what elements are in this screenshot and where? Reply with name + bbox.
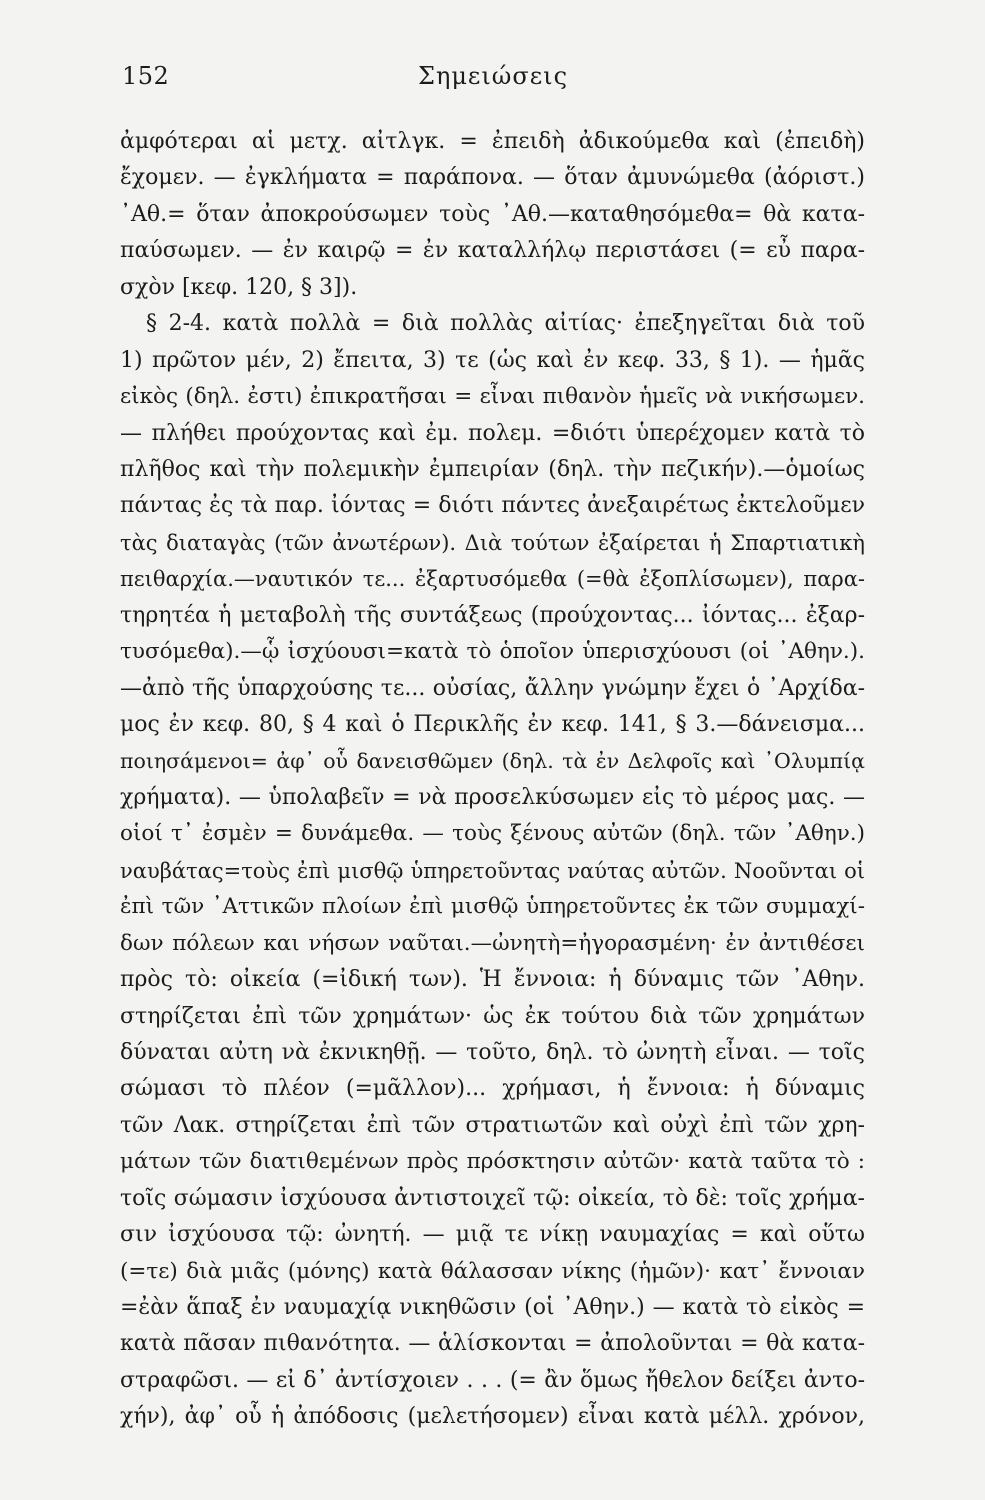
text-line: χήν), ἀφ᾿ οὗ ἡ ἀπόδοσις (μελετήσομεν) εἶναι κατὰ μέλλ. χρόνον, — [120, 1404, 865, 1430]
text-line: σχὸν [κεφ. 120, § 3]). — [120, 274, 358, 300]
text-line: στηρίζεται ἐπὶ τῶν χρημάτων· ὡς ἐκ τούτου διὰ τῶν χρημάτων — [120, 1003, 865, 1029]
text-line: ναυβάτας=τοὺς ἐπὶ μισθῷ ὑπηρετοῦντας ναύτας αὐτῶν. Νοοῦνται οἱ — [120, 858, 865, 883]
text-line: τοῖς σώμασιν ἰσχύουσα ἀντιστοιχεῖ τῷ: οἰκεία, τὸ δὲ: τοῖς χρήμα- — [120, 1185, 865, 1211]
text-line: ποιησάμενοι= ἀφ᾿ οὗ δανεισθῶμεν (δηλ. τὰ ἐν Δελφοῖς καὶ ᾿Ολυμπίᾳ — [120, 749, 865, 774]
text-line: — πλήθει προύχοντας καὶ ἐμ. πολεμ. =διότι ὑπερέχομεν κατὰ τὸ — [120, 420, 865, 446]
text-line: —ἀπὸ τῆς ὑπαρχούσης τε... οὐσίας, ἄλλην γνώμην ἔχει ὁ ᾿Αρχίδα- — [120, 675, 865, 701]
text-line: οἱοί τ᾿ ἐσμὲν = δυνάμεθα. — τοὺς ξένους αὐτῶν (δηλ. τῶν ᾿Αθην.) — [120, 821, 865, 847]
text-line: τῶν Λακ. στηρίζεται ἐπὶ τῶν στρατιωτῶν καὶ οὐχὶ ἐπὶ τῶν χρη- — [120, 1112, 865, 1138]
text-line: τηρητέα ἡ μεταβολὴ τῆς συντάξεως (προύχοντας... ἰόντας... ἐξαρ- — [120, 602, 865, 628]
text-line: τὰς διαταγὰς (τῶν ἀνωτέρων). Διὰ τούτων ἐξαίρεται ἡ Σπαρτιατικὴ — [120, 530, 865, 555]
text-line: κατὰ πᾶσαν πιθανότητα. — ἁλίσκονται = ἀπολοῦνται = θὰ κατα- — [120, 1331, 865, 1357]
text-line: μάτων τῶν διατιθεμένων πρὸς πρόσκτησιν αὐτῶν· κατὰ ταῦτα τὸ : — [120, 1149, 865, 1175]
text-line: πειθαρχία.—ναυτικόν τε... ἐξαρτυσόμεθα (=θὰ ἐξοπλίσωμεν), παρα- — [120, 567, 865, 592]
text-line: σιν ἰσχύουσα τῷ: ὠνητή. — μιᾷ τε νίκῃ ναυμαχίας = καὶ οὕτω — [120, 1222, 865, 1248]
text-line: (=τε) διὰ μιᾶς (μόνης) κατὰ θάλασσαν νίκης (ἡμῶν)· κατ᾿ ἔννοιαν — [120, 1258, 865, 1284]
text-line: χρήματα). — ὑπολαβεῖν = νὰ προσελκύσωμεν εἰς τὸ μέρος μας. — — [120, 784, 865, 810]
text-line: § 2-4. κατὰ πολλὰ = διὰ πολλὰς αἰτίας· ἐπεξηγεῖται διὰ τοῦ — [146, 311, 865, 337]
text-line: ἔχομεν. — ἐγκλήματα = παράπονα. — ὅταν ἀμυνώμεθα (ἀόριστ.) — [120, 165, 865, 191]
text-line: δύναται αὐτη νὰ ἐκνικηθῇ. — τοῦτο, δηλ. τὸ ὠνητὴ εἶναι. — τοῖς — [120, 1039, 865, 1065]
text-line: πρὸς τὸ: οἰκεία (=ἰδική των). Ἡ ἔννοια: ἡ δύναμις τῶν ᾿Αθην. — [120, 967, 865, 993]
page-header — [122, 62, 864, 102]
text-line: μος ἐν κεφ. 80, § 4 καὶ ὁ Περικλῆς ἐν κεφ. 141, § 3.—δάνεισμα... — [120, 712, 865, 737]
text-line: ἐπὶ τῶν ᾿Αττικῶν πλοίων ἐπὶ μισθῷ ὑπηρετοῦντες ἐκ τῶν συμμαχί- — [120, 894, 865, 920]
text-line: παύσωμεν. — ἐν καιρῷ = ἐν καταλλήλῳ περιστάσει (= εὖ παρα- — [120, 238, 865, 264]
text-line: τυσόμεθα).—ᾧ ἰσχύουσι=κατὰ τὸ ὁποῖον ὑπερισχύουσι (οἱ ᾿Αθην.). — [120, 639, 865, 665]
text-line: =ἐὰν ἅπαξ ἐν ναυμαχίᾳ νικηθῶσιν (οἱ ᾿Αθην.) — κατὰ τὸ εἰκὸς = — [120, 1295, 865, 1320]
text-line: σώμασι τὸ πλέον (=μᾶλλον)... χρήμασι, ἡ ἔννοια: ἡ δύναμις — [120, 1076, 865, 1102]
page-number: 152 — [122, 62, 170, 90]
running-head: Σημειώσεις — [417, 62, 569, 90]
text-line: πλῆθος καὶ τὴν πολεμικὴν ἐμπειρίαν (δηλ. τὴν πεζικήν).—ὁμοίως — [120, 456, 865, 482]
text-line: ᾿Αθ.= ὅταν ἀποκρούσωμεν τοὺς ᾿Αθ.—καταθησόμεθα= θὰ κατα- — [120, 201, 865, 227]
notes-text — [120, 124, 865, 1436]
text-line: 1) πρῶτον μέν, 2) ἔπειτα, 3) τε (ὡς καὶ ἐν κεφ. 33, § 1). — ἡμᾶς — [120, 347, 865, 373]
text-line: ἀμφότεραι αἱ μετχ. αἰτλγκ. = ἐπειδὴ ἀδικούμεθα καὶ (ἐπειδὴ) — [120, 129, 865, 154]
text-line: στραφῶσι. — εἰ δ᾿ ἀντίσχοιεν . . . (= ἂν ὅμως ἤθελον δείξει ἀντο- — [120, 1367, 865, 1393]
text-line: εἰκὸς (δηλ. ἐστι) ἐπικρατῆσαι = εἶναι πιθανὸν ἡμεῖς νὰ νικήσωμεν. — [120, 384, 865, 410]
text-line: πάντας ἐς τὰ παρ. ἰόντας = διότι πάντες ἀνεξαιρέτως ἐκτελοῦμεν — [120, 493, 865, 519]
text-line: δων πόλεων και νήσων ναῦται.—ὠνητὴ=ἠγορασμένη· ἐν ἀντιθέσει — [120, 930, 865, 956]
